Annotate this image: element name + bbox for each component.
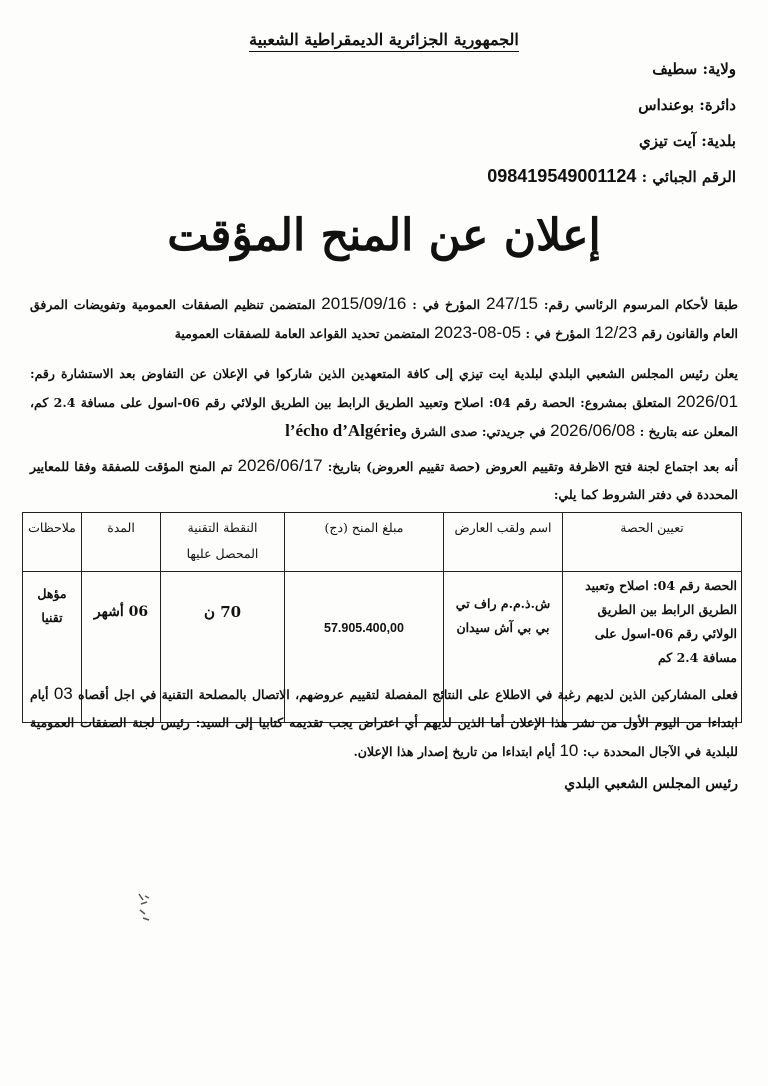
- commune-line: بلدية: آيت تيزي: [638, 132, 736, 150]
- daira-line: دائرة: بوعنداس: [638, 96, 736, 114]
- republic-header: [0, 30, 768, 49]
- meeting-date: 2026/06/17: [237, 456, 323, 475]
- newspaper-name: l’écho d’Algérie: [285, 421, 401, 440]
- cell-notes: مؤهل تقنيا: [23, 572, 82, 723]
- header-duration: المدة: [82, 513, 161, 572]
- publication-date: 2026/06/08: [550, 421, 636, 440]
- daira-value: بوعنداس: [638, 96, 695, 114]
- consultation-number: 2026/01: [676, 392, 739, 411]
- signature-title: رئيس المجلس الشعبي البلدي: [564, 776, 738, 792]
- review-days: 03: [53, 684, 73, 703]
- law-date: 05-08-2023: [434, 323, 522, 342]
- header-lot: تعيين الحصة: [563, 513, 742, 572]
- header-score: النقطة التقنية المحصل عليها: [161, 513, 285, 572]
- header-bidder: اسم ولقب العارض: [444, 513, 563, 572]
- cell-duration: 06 أشهر: [82, 572, 161, 723]
- announcement-paragraph: يعلن رئيس المجلس الشعبي البلدي لبلدية ايت تيزي إلى كافة المتعهدين الذين شاركوا في الإعلان عن التفاوض بعد الاستشارة رقم: 2026/01 المتعلق بمشروع: الحصة رقم 04: اصلاح وتعبيد الطريق الرابط بين الطريق الولائي رقم 06-اسول على مسافة 2.4 كم، المعلن عنه بتاريخ : 2026/06/08 في جريدتي: صدى الشرق وl’écho d’Algérie: [30, 366, 739, 440]
- republic-name: الجمهورية الجزائرية الديمقراطية الشعبية: [249, 30, 519, 52]
- project-name: الحصة رقم 04: اصلاح وتعبيد الطريق الرابط بين الطريق الولائي رقم 06-اسول على مسافة 2.4 كم،: [30, 395, 575, 410]
- commune-value: آيت تيزي: [638, 132, 696, 150]
- header-amount: مبلغ المنح (دج): [285, 513, 444, 572]
- cell-amount: 57.905.400,00: [285, 572, 444, 723]
- notice-title: إعلان عن المنح المؤقت: [167, 210, 601, 261]
- cell-lot: الحصة رقم 04: اصلاح وتعبيد الطريق الرابط بين الطريق الولائي رقم 06-اسول على مسافة 2.4 كم: [563, 572, 742, 723]
- cell-bidder: ش.ذ.م.م راف تي بي بي آش سيدان: [444, 572, 563, 723]
- decree-number: 247/15: [486, 294, 539, 313]
- law-number: 12/23: [594, 323, 638, 342]
- table-header-row: [23, 513, 742, 572]
- wilaya-value: سطيف: [652, 60, 698, 78]
- objection-paragraph: فعلى المشاركين الذين لديهم رغبة في الاطلاع على النتائج المفصلة لتقييم عروضهم، الاتصال بالمصلحة التقنية في اجل أقصاه 03 أيام ابتداءا من اليوم الأول من نشر هذا الإعلان أما الذين لديهم أي اعتراض يجب تقديمه كتابيا إلى السيد: رئيس لجنة الصفقات العمومية للبلدية في الآجال المحددة ب: 10 أيام ابتداءا من تاريخ إصدار هذا الإعلان.: [30, 684, 738, 760]
- decree-date: 2015/09/16: [321, 294, 407, 313]
- objection-days: 10: [559, 741, 579, 760]
- legal-basis-paragraph: طبقا لأحكام المرسوم الرئاسي رقم: 247/15 المؤرخ في : 2015/09/16 المتضمن تنظيم الصفقات العمومية وتفويضات المرفق العام والقانون رقم 12/23 المؤرخ في : 05-08-2023 المتضمن تحديد القواعد العامة للصفقات العمومية: [30, 294, 738, 342]
- tax-number-value: 098419549001124: [487, 166, 637, 186]
- committee-paragraph: أنه بعد اجتماع لجنة فتح الاظرفة وتقييم العروض (حصة تقييم العروض) بتاريخ: 2026/06/17 تم المنح المؤقت للصفقة وفقا للمعايير المحددة في دفتر الشروط كما يلي:: [30, 456, 738, 502]
- ink-mark-icon: [135, 890, 159, 926]
- tax-number-line: الرقم الجبائي : 098419549001124: [487, 166, 736, 186]
- wilaya-line: ولاية: سطيف: [652, 60, 736, 78]
- header-notes: ملاحظات: [23, 513, 82, 572]
- cell-score: 70 ن: [161, 572, 285, 723]
